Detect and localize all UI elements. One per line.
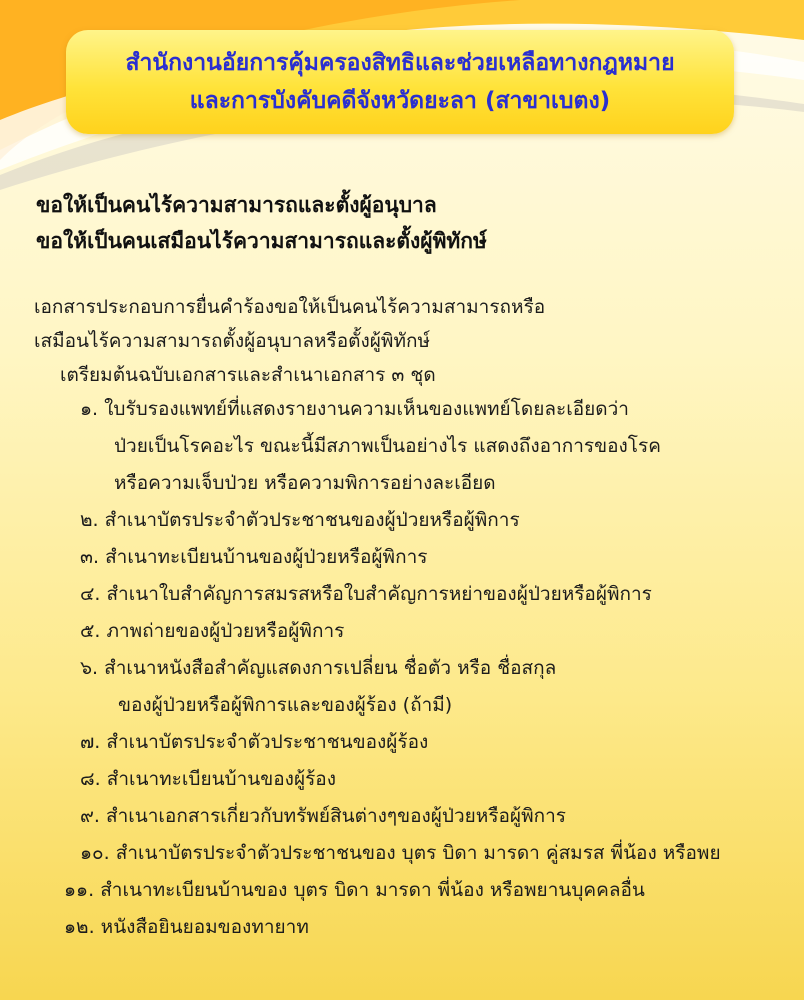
intro-text: [34, 290, 545, 392]
title-incompetent: ขอให้เป็นคนไร้ความสามารถและตั้งผู้อนุบาล: [36, 193, 437, 217]
list-item-continuation: ของผู้ป่วยหรือผู้พิการและของผู้ร้อง (ถ้ามี): [118, 694, 453, 716]
office-name-line-1: สำนักงานอัยการคุ้มครองสิทธิและช่วยเหลือทางกฎหมาย: [125, 50, 675, 76]
title-quasi-incompetent: ขอให้เป็นคนเสมือนไร้ความสามารถและตั้งผู้พิทักษ์: [36, 229, 487, 253]
list-item: ๖. สำเนาหนังสือสำคัญแสดงการเปลี่ยน ชื่อตัว หรือ ชื่อสกุล: [80, 657, 557, 679]
office-name-line-2: และการบังคับคดีจังหวัดยะลา (สาขาเบตง): [189, 88, 611, 114]
intro-line-3: เตรียมต้นฉบับเอกสารและสำเนาเอกสาร ๓ ชุด: [60, 364, 436, 386]
list-item: ๔. สำเนาใบสำคัญการสมรสหรือใบสำคัญการหย่าของผู้ป่วยหรือผู้พิการ: [80, 583, 652, 605]
intro-line-1: เอกสารประกอบการยื่นคำร้องขอให้เป็นคนไร้ความสามารถหรือ: [34, 296, 546, 318]
list-item: ๗. สำเนาบัตรประจำตัวประชาชนของผู้ร้อง: [80, 731, 429, 753]
list-item: ๒. สำเนาบัตรประจำตัวประชาชนของผู้ป่วยหรือผู้พิการ: [80, 509, 520, 531]
list-item: ๕. ภาพถ่ายของผู้ป่วยหรือผู้พิการ: [80, 620, 345, 642]
list-item: ๑. ใบรับรองแพทย์ที่แสดงรายงานความเห็นของแพทย์โดยละเอียดว่า: [80, 398, 629, 420]
list-item-continuation: หรือความเจ็บป่วย หรือความพิการอย่างละเอียด: [114, 472, 496, 494]
list-item: ๑๒. หนังสือยินยอมของทายาท: [64, 916, 309, 938]
office-header-box: [66, 30, 734, 134]
document-titles: [36, 187, 487, 259]
list-item: ๓. สำเนาทะเบียนบ้านของผู้ป่วยหรือผู้พิการ: [80, 546, 428, 568]
list-item: ๙. สำเนาเอกสารเกี่ยวกับทรัพย์สินต่างๆของผู้ป่วยหรือผู้พิการ: [80, 805, 566, 827]
list-item-continuation: ป่วยเป็นโรคอะไร ขณะนี้มีสภาพเป็นอย่างไร แสดงถึงอาการของโรค: [114, 435, 661, 457]
list-item: ๑๐. สำเนาบัตรประจำตัวประชาชนของ บุตร บิดา มารดา คู่สมรส พี่น้อง หรือพย: [80, 842, 721, 864]
list-item: ๘. สำเนาทะเบียนบ้านของผู้ร้อง: [80, 768, 336, 790]
list-item: ๑๑. สำเนาทะเบียนบ้านของ บุตร บิดา มารดา พี่น้อง หรือพยานบุคคลอื่น: [64, 879, 645, 901]
intro-line-2: เสมือนไร้ความสามารถตั้งผู้อนุบาลหรือตั้งผู้พิทักษ์: [34, 330, 431, 352]
